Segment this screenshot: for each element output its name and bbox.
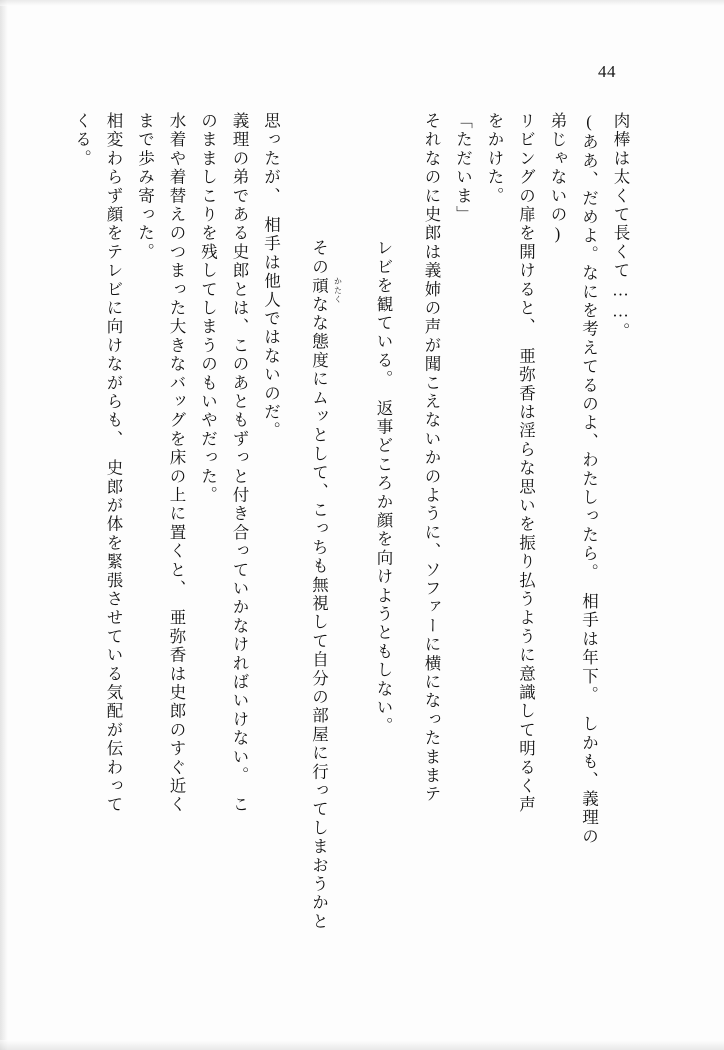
text-line-segment: その頑 かたく なな態度にムッとして、こっちも無視して自分の部屋に行ってしまおうかと	[309, 239, 343, 932]
text-line: それなのに史郎は義姉の声が聞こえないかのように、ソファーに横になったままテ	[422, 112, 441, 804]
text-line: リビングの扉を開けると、 亜弥香は淫らな思いを振り払うように意識して明るく声	[516, 112, 536, 815]
page-edge-shadow-left	[0, 0, 8, 1050]
text-line: (ああ、だめよ。なにを考えてるのよ、わたしったら。 相手は年下。 しかも、義理の	[579, 112, 599, 846]
text-line: まで歩み寄った。	[135, 112, 155, 262]
text-line: 水着や着替えのつまった大きなバッグを床の上に置くと、 亜弥香は史郎のすぐ近く	[167, 112, 186, 815]
page-edge-shadow-top	[0, 0, 724, 6]
text-line-ruby-host	[294, 112, 344, 942]
text-line: くる。	[72, 112, 92, 169]
text-line-segment: レビを観ている。 返事どころか顔を向けようともしない。	[374, 239, 393, 736]
text-line: のまましこりを残してしまうのもいやだった。	[198, 112, 218, 505]
page-edge-shadow-bottom	[0, 1040, 724, 1050]
text-line: 相変わらず顔をテレビに向けながらも、 史郎が体を緊張させている気配が伝わって	[104, 112, 123, 815]
ruby-reading: かたく	[333, 276, 343, 304]
vertical-text-body	[68, 112, 628, 942]
text-line: 肉棒は太くて長くて……。	[611, 112, 630, 342]
text-line-with-ruby	[358, 112, 408, 942]
ruby-base: 頑 かたく	[309, 276, 343, 304]
text-line: をかけた。	[485, 112, 504, 206]
text-line: 弟じゃないの)	[548, 112, 567, 246]
text-line: 「ただいま」	[453, 112, 473, 225]
page-number: 44	[598, 62, 616, 81]
text-line: 思ったが、 相手は他人ではないのだ。	[261, 112, 281, 441]
text-line: 義理の弟である史郎とは、このあともずっと付き合っていかなければいけない。 こ	[230, 112, 249, 815]
